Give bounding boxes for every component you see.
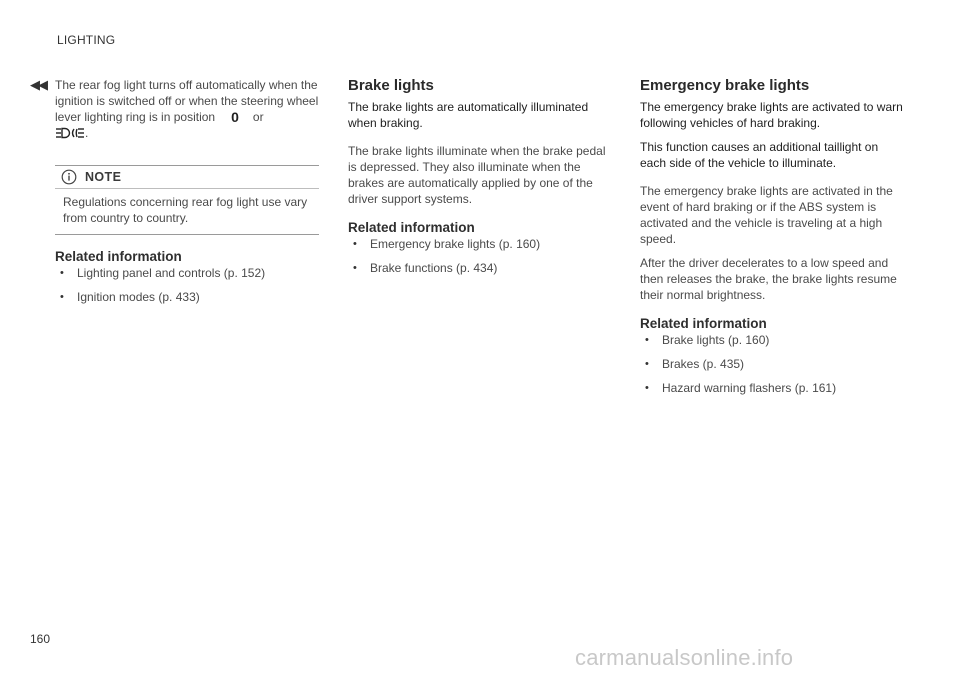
related-item[interactable]: • Brake lights (p. 160) [645, 333, 770, 347]
related-list [348, 236, 610, 276]
emergency-lead-2: This function causes an additional taillight on each side of the vehicle to illuminate. [640, 140, 879, 170]
related-information-heading: Related information [348, 220, 475, 235]
related-information-heading: Related information [55, 249, 182, 264]
info-icon [61, 169, 77, 185]
paragraph-end: . [85, 126, 89, 140]
column-emergency-brake-lights [640, 77, 904, 396]
fog-light-paragraph [55, 77, 319, 143]
note-box [55, 165, 319, 235]
brake-lights-title: Brake lights [348, 77, 434, 94]
note-body [55, 189, 319, 234]
column-brake-lights [348, 77, 610, 276]
brake-lights-body: The brake lights illuminate when the brake pedal is depressed. They also illuminate when the brakes are automatically applied by one of the driver support systems. [348, 144, 606, 206]
bullet: • [353, 262, 357, 274]
related-information-heading: Related information [640, 316, 767, 331]
continued-marker: ◀◀ [30, 77, 46, 92]
related-item[interactable]: • Lighting panel and controls (p. 152) [60, 266, 266, 280]
bullet: • [645, 334, 649, 346]
fog-light-paragraph-text: The rear fog light turns off automatically when the ignition is switched off or when the steering wheel lever lighting ring is in position [55, 78, 319, 124]
rear-fog-light-icon [55, 127, 85, 143]
bullet: • [60, 291, 64, 303]
page-number: 160 [30, 632, 51, 646]
related-list [55, 265, 319, 305]
section-header: LIGHTING [57, 33, 116, 47]
emergency-lead-1: The emergency brake lights are activated to warn following vehicles of hard braking. [640, 100, 903, 130]
emergency-brake-lights-title: Emergency brake lights [640, 77, 810, 94]
watermark: carmanualsonline.info [575, 645, 794, 670]
related-item[interactable]: • Ignition modes (p. 433) [60, 290, 200, 304]
note-label: NOTE [85, 170, 122, 184]
related-item[interactable]: • Brake functions (p. 434) [353, 261, 498, 275]
bullet: • [353, 238, 357, 250]
related-item[interactable]: • Emergency brake lights (p. 160) [353, 237, 541, 251]
note-header [55, 166, 319, 189]
bullet: • [645, 358, 649, 370]
emergency-body-2: After the driver decelerates to a low speed and then releases the brake, the brake lights resume their normal brightness. [640, 256, 897, 302]
column-rear-fog-light [55, 77, 319, 305]
related-list [640, 332, 904, 396]
emergency-body-1: The emergency brake lights are activated in the event of hard braking or if the ABS system is activated and the vehicle is traveling at a high speed. [640, 184, 893, 246]
or-text: or [252, 110, 264, 124]
related-item[interactable]: • Hazard warning flashers (p. 161) [645, 381, 837, 395]
bullet: • [645, 382, 649, 394]
note-text: Regulations concerning rear fog light use vary from country to country. [63, 195, 308, 225]
brake-lights-lead: The brake lights are automatically illuminated when braking. [348, 100, 589, 130]
related-item[interactable]: • Brakes (p. 435) [645, 357, 745, 371]
bullet: • [60, 267, 64, 279]
position-zero-symbol: 0 [231, 109, 239, 125]
